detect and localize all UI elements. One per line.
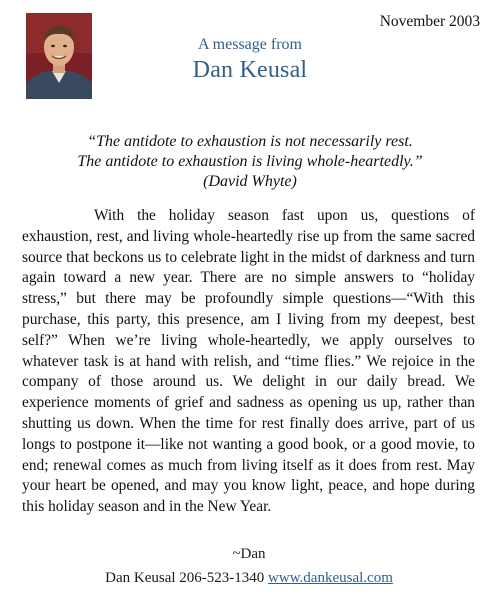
- signature: ~Dan: [232, 546, 266, 562]
- contact-line: [0, 570, 498, 587]
- message-from-heading: A message from: [198, 36, 302, 53]
- body-paragraph: With the holiday season fast upon us, questions of exhaustion, rest, and living whole-heartedly rise up from the same sacred source that beckons us to celebrate light in the midst of darkness and turn again toward a new year. There are no simple answers to “holiday stress,” but there may be profoundly simple questions—“With this purchase, this party, this presence, am I living from my deepest, best self?” When we’re living whole-heartedly, we apply ourselves to whatever task is at hand with relish, and “time flies.” We rejoice in the company of those around us. We delight in our daily bread. We experience moments of grief and sadness as opening us up, rather than shutting us down. When the time for rest finally does arrive, part of us longs to postpone it—like not wanting a good book, or a good movie, to end; renewal comes as much from living itself as it does from rest. May your heart be opened, and may you know light, peace, and hope during this holiday season and in the New Year.: [22, 207, 475, 516]
- author-name-heading: Dan Keusal: [192, 57, 308, 83]
- epigraph-quote: [30, 132, 470, 192]
- message-body: [22, 206, 475, 518]
- author-photo: [26, 13, 92, 99]
- quote-line-1: “The antidote to exhaustion is not necessarily rest.: [87, 133, 413, 150]
- contact-name-phone: Dan Keusal 206-523-1340: [105, 570, 265, 586]
- website-link[interactable]: www.dankeusal.com: [268, 570, 393, 586]
- quote-attribution: (David Whyte): [203, 173, 297, 190]
- newsletter-date: November 2003: [379, 13, 480, 30]
- quote-line-2: The antidote to exhaustion is living whole-heartedly.”: [77, 153, 423, 170]
- author-portrait-icon: [26, 13, 92, 99]
